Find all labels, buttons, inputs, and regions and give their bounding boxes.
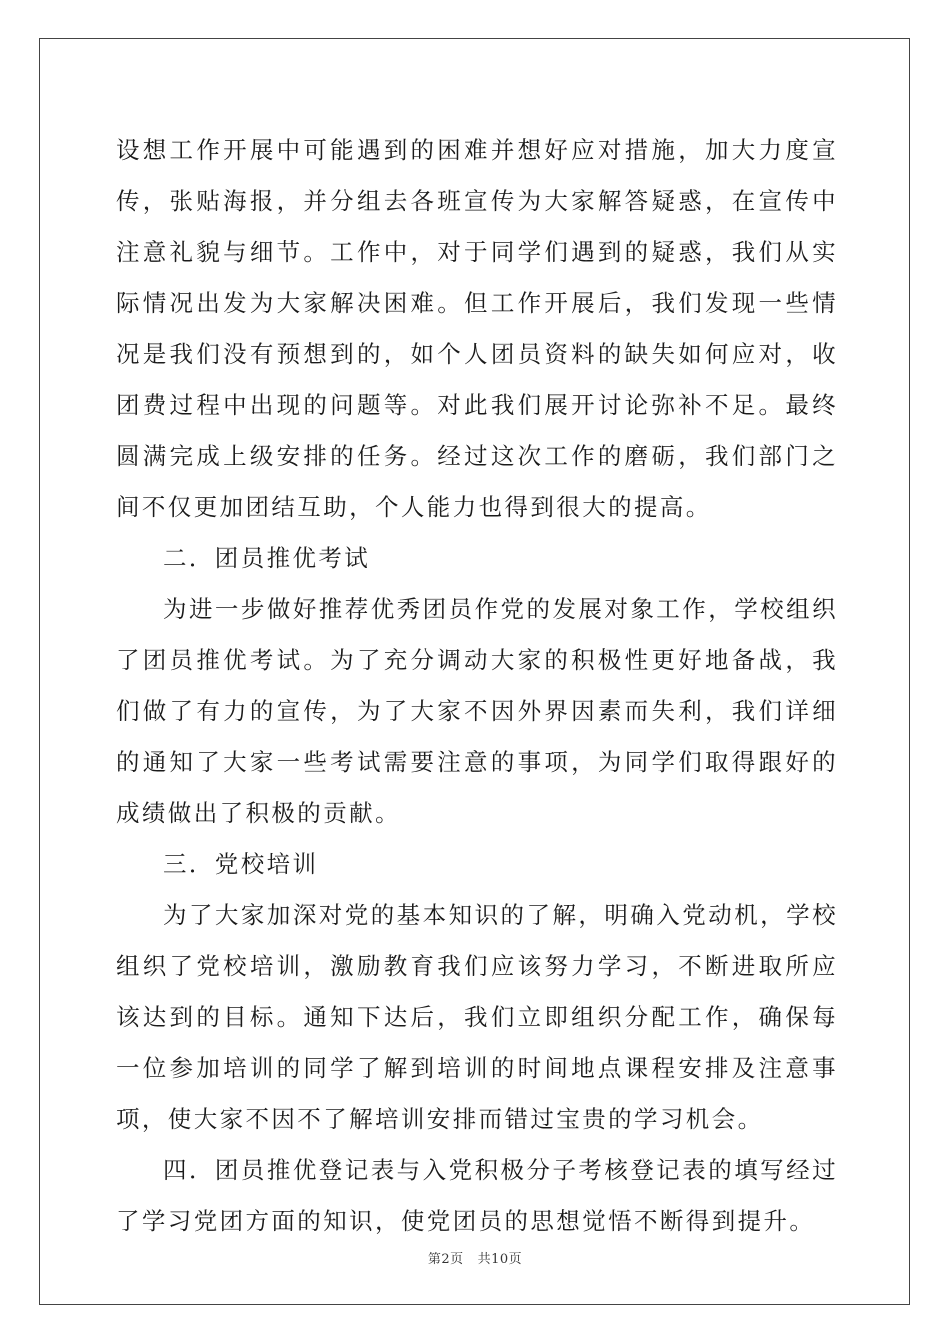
page-footer bbox=[0, 1248, 950, 1267]
page-total: 共10页 bbox=[477, 1252, 523, 1267]
paragraph-section-3: 为了大家加深对党的基本知识的了解，明确入党动机，学校组织了党校培训，激励教育我们应该努力学习，不断进取所应该达到的目标。通知下达后，我们立即组织分配工作，确保每一位参加培训的同学了解到培训的时间地点课程安排及注意事项，使大家不因不了解培训安排而错过宝贵的学习机会。 bbox=[116, 901, 838, 1133]
paragraph-section-4: 四．团员推优登记表与入党积极分子考核登记表的填写经过了学习党团方面的知识，使党团员的思想觉悟不断得到提升。 bbox=[116, 1156, 838, 1235]
document-body bbox=[116, 125, 838, 1247]
paragraph-intro: 设想工作开展中可能遇到的困难并想好应对措施，加大力度宣传，张贴海报，并分组去各班宣传为大家解答疑惑，在宣传中注意礼貌与细节。工作中，对于同学们遇到的疑惑，我们从实际情况出发为大家解决困难。但工作开展后，我们发现一些情况是我们没有预想到的，如个人团员资料的缺失如何应对，收团费过程中出现的问题等。对此我们展开讨论弥补不足。最终圆满完成上级安排的任务。经过这次工作的磨砺，我们部门之间不仅更加团结互助，个人能力也得到很大的提高。 bbox=[116, 136, 838, 521]
section-heading-2: 二．团员推优考试 bbox=[163, 544, 371, 572]
page-number: 第2页 bbox=[427, 1252, 464, 1267]
section-heading-3: 三．党校培训 bbox=[163, 850, 319, 878]
paragraph-section-2: 为进一步做好推荐优秀团员作党的发展对象工作，学校组织了团员推优考试。为了充分调动大家的积极性更好地备战，我们做了有力的宣传，为了大家不因外界因素而失利，我们详细的通知了大家一些考试需要注意的事项，为同学们取得跟好的成绩做出了积极的贡献。 bbox=[116, 595, 838, 827]
